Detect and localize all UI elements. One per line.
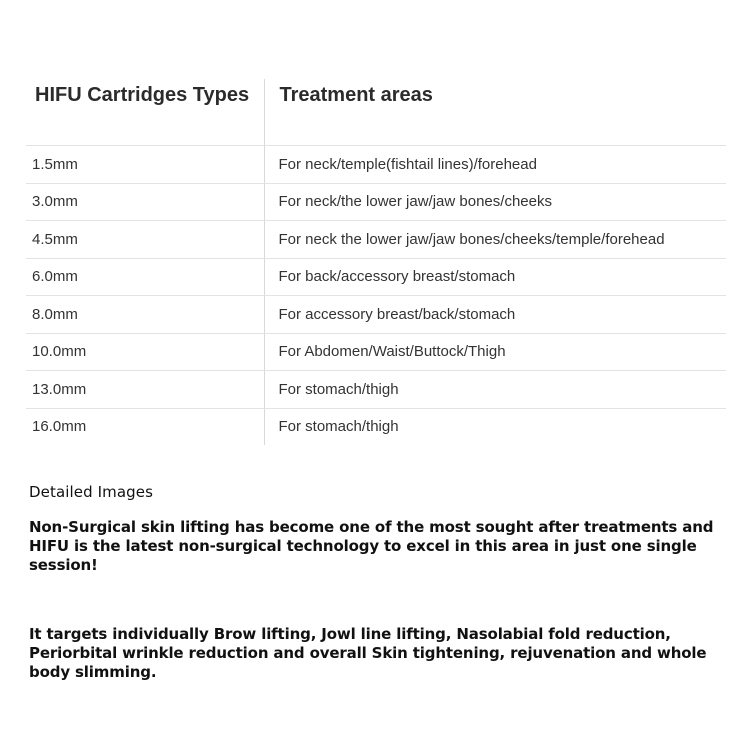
table-row — [26, 221, 726, 259]
details-section — [29, 482, 729, 682]
treatment-area-cell: For Abdomen/Waist/Buttock/Thigh — [264, 333, 726, 371]
treatment-area-cell: For neck the lower jaw/jaw bones/cheeks/temple/forehead — [264, 221, 726, 259]
table-row — [26, 371, 726, 409]
cartridge-table-section — [26, 79, 726, 445]
table-row — [26, 296, 726, 334]
cartridge-type-cell: 3.0mm — [26, 183, 264, 221]
table-row — [26, 408, 726, 445]
treatment-area-cell: For accessory breast/back/stomach — [264, 296, 726, 334]
cartridge-type-cell: 10.0mm — [26, 333, 264, 371]
table-row — [26, 333, 726, 371]
table-row — [26, 146, 726, 184]
cartridge-type-cell: 4.5mm — [26, 221, 264, 259]
treatment-area-cell: For stomach/thigh — [278, 418, 399, 436]
details-heading: Detailed Images — [29, 483, 153, 501]
targets-paragraph: It targets individually Brow lifting, Jowl line lifting, Nasolabial fold reduction, Periorbital wrinkle reduction and overall Skin tightening, rejuvenation and whole body slimming. — [29, 625, 707, 681]
cartridge-type-cell: 13.0mm — [26, 371, 264, 409]
treatment-area-cell: For back/accessory breast/stomach — [264, 258, 726, 296]
column-header-type: HIFU Cartridges Types — [26, 79, 264, 146]
cartridge-type-cell: 16.0mm — [26, 408, 264, 445]
intro-paragraph: Non-Surgical skin lifting has become one of the most sought after treatments and HIFU is the latest non-surgical technology to excel in this area in just one single session! — [29, 518, 714, 574]
table-header-row — [26, 79, 726, 146]
table-row — [26, 183, 726, 221]
cartridge-type-cell: 6.0mm — [26, 258, 264, 296]
treatment-area-cell: For stomach/thigh — [264, 371, 726, 409]
treatment-area-cell: For neck/temple(fishtail lines)/forehead — [264, 146, 726, 184]
cartridge-type-cell: 1.5mm — [26, 146, 264, 184]
cartridge-type-cell: 8.0mm — [26, 296, 264, 334]
column-header-area: Treatment areas — [264, 79, 726, 146]
table-row — [26, 258, 726, 296]
cartridge-table — [26, 79, 726, 445]
treatment-area-cell: For neck/the lower jaw/jaw bones/cheeks — [264, 183, 726, 221]
